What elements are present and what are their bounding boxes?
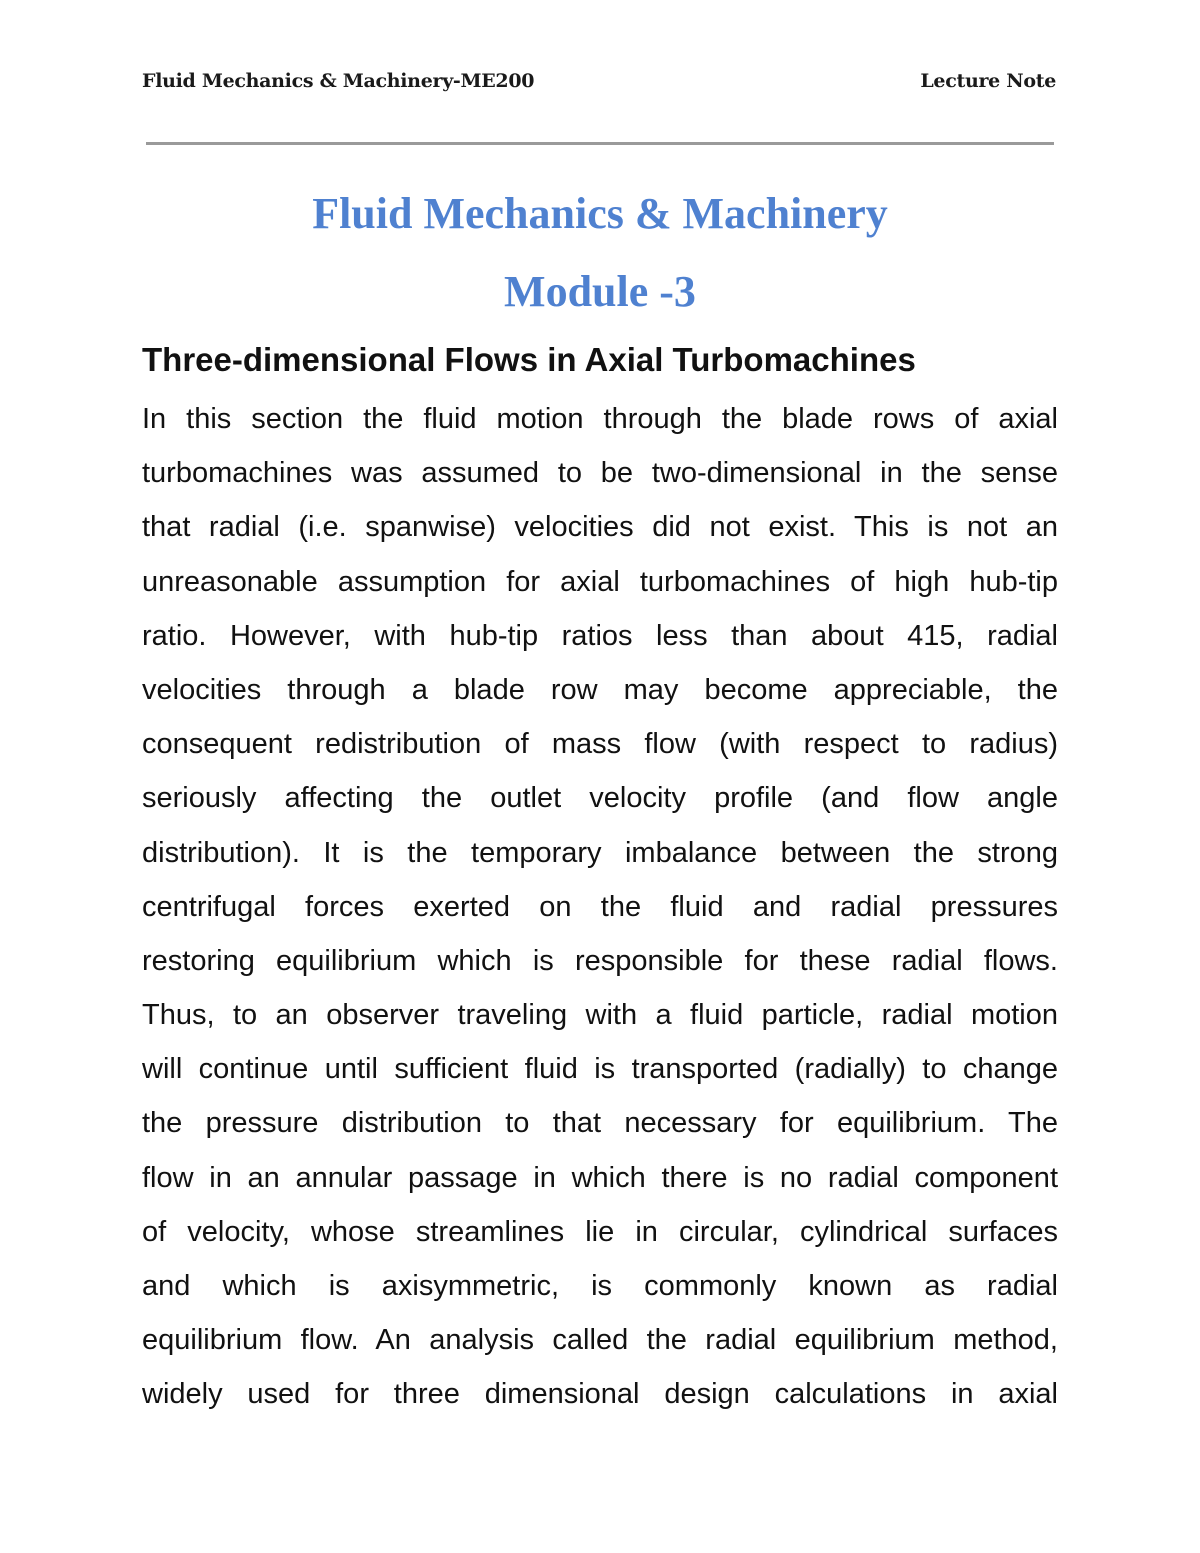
header-document-type: Lecture Note: [920, 70, 1056, 92]
body-line: distribution). It is the temporary imbalance between the strong: [142, 836, 1058, 869]
module-title: Module -3: [504, 267, 696, 316]
header-course-title: Fluid Mechanics & Machinery-ME200: [142, 70, 535, 92]
body-line: will continue until sufficient fluid is transported (radially) to change: [142, 1053, 1058, 1086]
header-divider: [146, 142, 1054, 145]
body-line: that radial (i.e. spanwise) velocities did not exist. This is not an: [142, 511, 1058, 544]
body-line: seriously affecting the outlet velocity profile (and flow angle: [142, 782, 1058, 815]
body-line: and which is axisymmetric, is commonly known as radial: [142, 1270, 1058, 1302]
body-line: of velocity, whose streamlines lie in circular, cylindrical surfaces: [142, 1215, 1058, 1248]
body-line: centrifugal forces exerted on the fluid and radial pressures: [142, 890, 1058, 923]
document-title: Fluid Mechanics & Machinery: [312, 189, 888, 238]
body-paragraph: [142, 392, 1058, 1422]
body-line: ratio. However, with hub-tip ratios less than about 415, radial: [142, 619, 1058, 652]
body-line: equilibrium flow. An analysis called the radial equilibrium method,: [142, 1324, 1058, 1357]
body-line: velocities through a blade row may become appreciable, the: [142, 673, 1058, 706]
body-line: restoring equilibrium which is responsible for these radial flows.: [142, 944, 1058, 977]
body-line: unreasonable assumption for axial turbomachines of high hub-tip: [142, 565, 1058, 598]
running-header: [142, 70, 1056, 100]
body-line: turbomachines was assumed to be two-dimensional in the sense: [142, 457, 1058, 490]
body-line: In this section the fluid motion through the blade rows of axial: [142, 403, 1058, 435]
section-heading: Three-dimensional Flows in Axial Turbomachines: [142, 341, 916, 378]
body-line: flow in an annular passage in which there is no radial component: [142, 1161, 1058, 1194]
body-line: consequent redistribution of mass flow (with respect to radius): [142, 728, 1058, 761]
body-line: widely used for three dimensional design calculations in axial: [142, 1378, 1058, 1411]
body-line: the pressure distribution to that necessary for equilibrium. The: [142, 1107, 1058, 1140]
body-line: Thus, to an observer traveling with a fluid particle, radial motion: [142, 999, 1058, 1032]
